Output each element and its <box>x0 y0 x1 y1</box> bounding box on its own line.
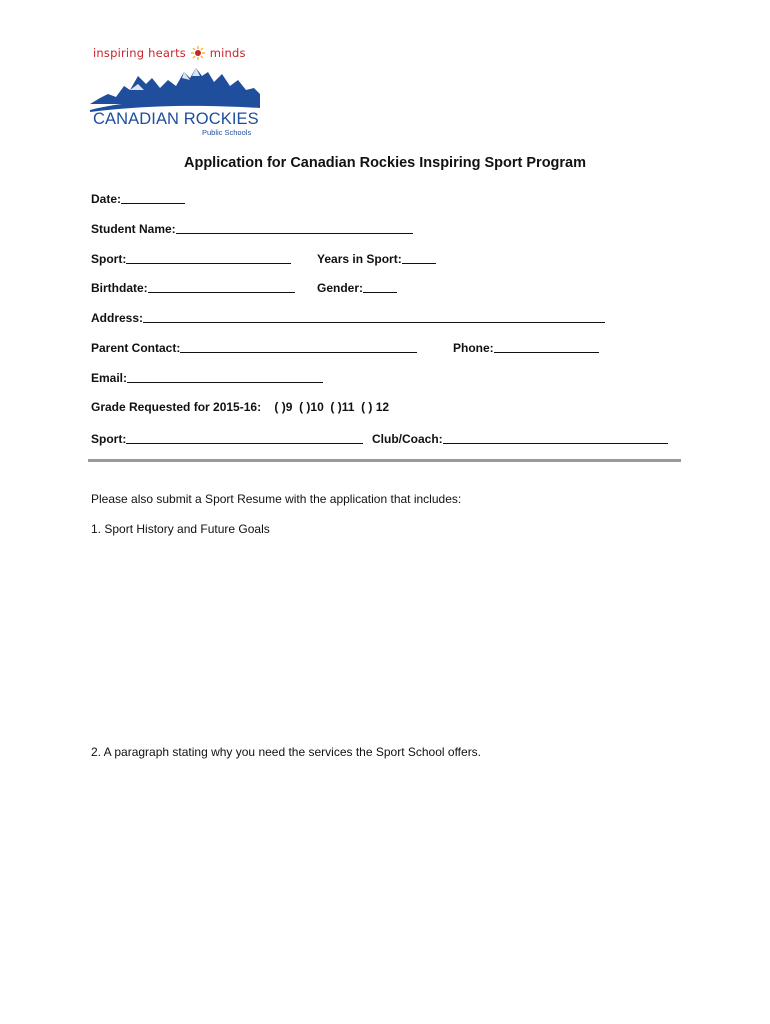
years-in-sport-label: Years in Sport: <box>317 252 402 266</box>
birthdate-field <box>91 280 295 295</box>
phone-field <box>453 340 599 355</box>
date-field <box>91 191 185 206</box>
grade-requested-label: Grade Requested for 2015-16: <box>91 400 262 414</box>
address-label: Address: <box>91 311 144 325</box>
sport2-label: Sport: <box>91 432 127 446</box>
years-in-sport-blank[interactable] <box>402 251 436 264</box>
student-name-blank[interactable] <box>176 221 413 234</box>
gender-label: Gender: <box>317 281 364 295</box>
student-name-label: Student Name: <box>91 222 176 236</box>
form-title: Application for Canadian Rockies Inspiring Sport Program <box>183 155 587 171</box>
mountains-icon <box>90 64 260 112</box>
birthdate-blank[interactable] <box>148 280 295 293</box>
date-label: Date: <box>91 192 122 206</box>
instructions-intro: Please also submit a Sport Resume with the application that includes: <box>91 492 462 506</box>
logo-tagline <box>93 46 246 60</box>
sport-club-field <box>91 431 363 446</box>
club-coach-label: Club/Coach: <box>372 432 443 446</box>
club-coach-blank[interactable] <box>443 431 668 444</box>
sport2-blank[interactable] <box>126 431 363 444</box>
address-blank[interactable] <box>143 310 605 323</box>
birthdate-label: Birthdate: <box>91 281 148 295</box>
student-name-field <box>91 221 413 236</box>
grade-options[interactable]: ( )9 ( )10 ( )11 ( ) 12 <box>274 400 390 414</box>
date-blank[interactable] <box>121 191 185 204</box>
email-blank[interactable] <box>127 370 323 383</box>
parent-contact-label: Parent Contact: <box>91 341 181 355</box>
years-in-sport-field <box>317 251 436 266</box>
instructions-item-2: 2. A paragraph stating why you need the services the Sport School offers. <box>91 745 482 759</box>
parent-contact-field <box>91 340 417 355</box>
gender-field <box>317 280 397 295</box>
email-label: Email: <box>91 371 128 385</box>
club-coach-field <box>372 431 668 446</box>
grade-requested-field <box>91 400 389 414</box>
address-field <box>91 310 605 325</box>
section-divider <box>88 459 681 462</box>
sport-field <box>91 251 291 266</box>
phone-blank[interactable] <box>494 340 599 353</box>
sport-label: Sport: <box>91 252 127 266</box>
gender-blank[interactable] <box>363 280 397 293</box>
phone-label: Phone: <box>453 341 494 355</box>
org-name: CANADIAN ROCKIES <box>93 110 259 128</box>
sport-blank[interactable] <box>126 251 291 264</box>
school-logo <box>90 46 265 138</box>
tagline-right: minds <box>209 46 246 60</box>
instructions-item-1: 1. Sport History and Future Goals <box>91 522 270 536</box>
email-field <box>91 370 323 385</box>
tagline-left: inspiring hearts <box>93 46 186 60</box>
sun-icon <box>191 46 205 60</box>
org-subtitle: Public Schools <box>202 128 252 137</box>
parent-contact-blank[interactable] <box>180 340 417 353</box>
